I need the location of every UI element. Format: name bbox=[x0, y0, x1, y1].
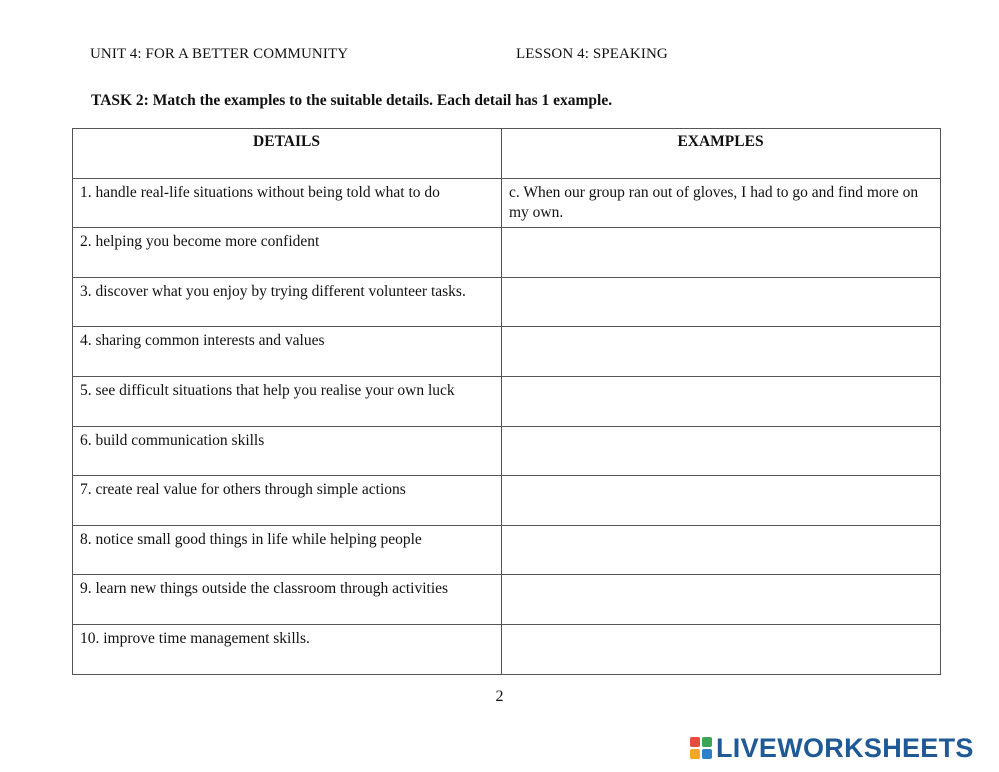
mark-square bbox=[702, 737, 712, 747]
table-row bbox=[73, 228, 941, 278]
unit-title: UNIT 4: FOR A BETTER COMMUNITY bbox=[90, 46, 349, 62]
detail-cell: 4. sharing common interests and values bbox=[73, 327, 502, 377]
detail-cell: 10. improve time management skills. bbox=[73, 624, 502, 674]
table-row bbox=[73, 525, 941, 575]
detail-cell: 7. create real value for others through simple actions bbox=[73, 476, 502, 526]
detail-cell: 3. discover what you enjoy by trying different volunteer tasks. bbox=[73, 277, 502, 327]
table-row bbox=[73, 575, 941, 625]
table-row bbox=[73, 277, 941, 327]
detail-cell: 1. handle real-life situations without being told what to do bbox=[73, 178, 502, 228]
liveworksheets-mark-icon bbox=[690, 737, 712, 759]
task-heading: TASK 2: Match the examples to the suitable details. Each detail has 1 example. bbox=[91, 92, 613, 109]
table-row bbox=[73, 624, 941, 674]
example-answer-cell[interactable] bbox=[502, 327, 941, 377]
table-row bbox=[73, 476, 941, 526]
example-answer-cell[interactable] bbox=[502, 376, 941, 426]
page-number: 2 bbox=[495, 688, 504, 705]
example-answer-cell[interactable] bbox=[502, 476, 941, 526]
example-answer-cell[interactable] bbox=[502, 277, 941, 327]
lesson-title: LESSON 4: SPEAKING bbox=[516, 46, 668, 62]
detail-cell: 2. helping you become more confident bbox=[73, 228, 502, 278]
liveworksheets-logo-text: LIVEWORKSHEETS bbox=[716, 732, 974, 763]
detail-cell: 6. build communication skills bbox=[73, 426, 502, 476]
examples-column-header: EXAMPLES bbox=[502, 129, 941, 179]
example-answer-cell[interactable] bbox=[502, 228, 941, 278]
mark-square bbox=[690, 749, 700, 759]
detail-cell: 8. notice small good things in life while helping people bbox=[73, 525, 502, 575]
details-column-header: DETAILS bbox=[73, 129, 502, 179]
table-row bbox=[73, 327, 941, 377]
mark-square bbox=[702, 749, 712, 759]
table-row bbox=[73, 376, 941, 426]
example-answer-cell[interactable]: c. When our group ran out of gloves, I had to go and find more on my own. bbox=[502, 178, 941, 228]
liveworksheets-logo[interactable] bbox=[690, 734, 974, 762]
example-answer-cell[interactable] bbox=[502, 624, 941, 674]
table-row bbox=[73, 178, 941, 228]
example-answer-cell[interactable] bbox=[502, 525, 941, 575]
mark-square bbox=[690, 737, 700, 747]
table-row bbox=[73, 426, 941, 476]
detail-cell: 9. learn new things outside the classroom through activities bbox=[73, 575, 502, 625]
detail-cell: 5. see difficult situations that help you realise your own luck bbox=[73, 376, 502, 426]
example-answer-cell[interactable] bbox=[502, 426, 941, 476]
example-answer-cell[interactable] bbox=[502, 575, 941, 625]
table-header-row bbox=[73, 129, 941, 179]
matching-table bbox=[72, 128, 941, 675]
